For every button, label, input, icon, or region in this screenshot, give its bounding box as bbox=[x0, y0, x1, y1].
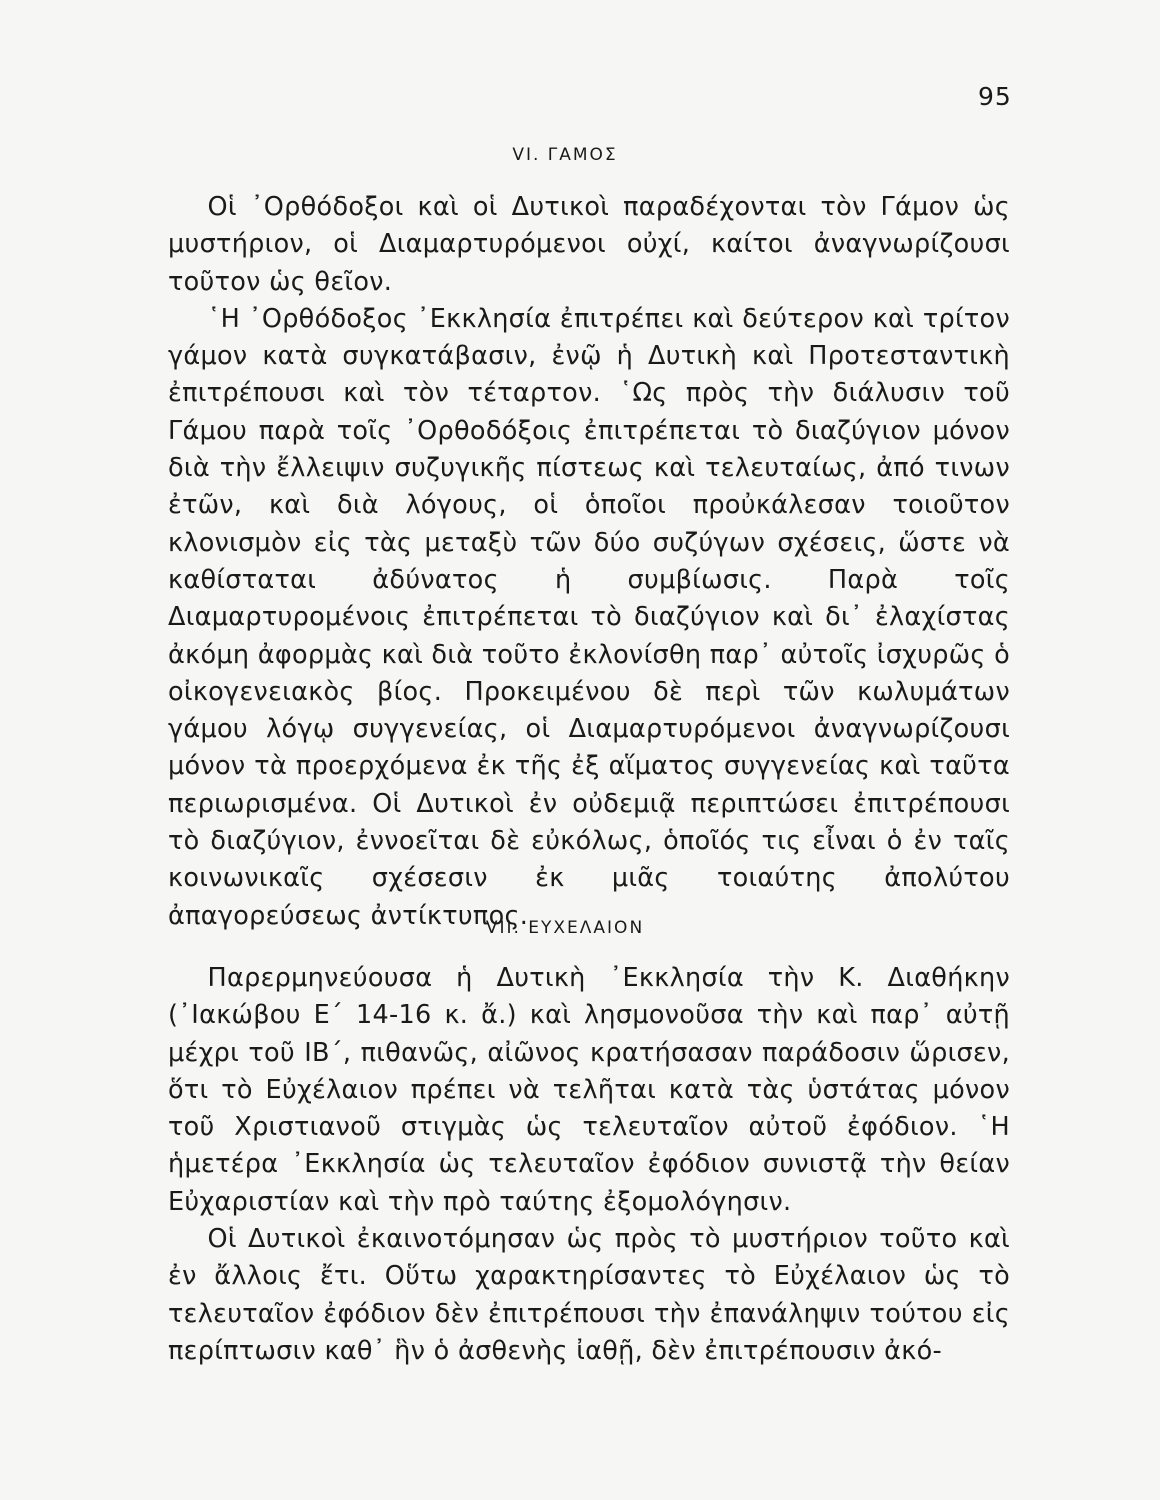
paragraph: Οἱ ᾽Ορθόδοξοι καὶ οἱ Δυτικοὶ παραδέχονται τὸν Γάμον ὡς μυστήριον, οἱ Διαμαρτυρόμενοι οὐχί, καίτοι ἀναγνωρίζουσι τοῦτον ὡς θεῖον. bbox=[168, 192, 1010, 297]
section-heading-unction: VII. ΕΥΧΕΛΑΙΟΝ bbox=[485, 918, 645, 938]
paragraph: Παρερμηνεύουσα ἡ Δυτικὴ ᾽Εκκλησία τὴν Κ. Διαθήκην (᾽Ιακώβου Ε΄ 14-16 κ. ἄ.) καὶ λησμονοῦσα τὴν καὶ παρ᾽ αὐτῇ μέχρι τοῦ ΙΒ΄, πιθανῶς, αἰῶνος κρατήσασαν παράδοσιν ὥρισεν, ὅτι τὸ Εὐχέλαιον πρέπει νὰ τελῆται κατὰ τὰς ὑστάτας μόνον τοῦ Χριστιανοῦ στιγμὰς ὡς τελευταῖον αὐτοῦ ἐφόδιον. ῾Η ἡμετέρα ᾽Εκκλησία ὡς τελευταῖον ἐφόδιον συνιστᾷ τὴν θείαν Εὐχαριστίαν καὶ τὴν πρὸ ταύτης ἐξομολόγησιν. bbox=[168, 963, 1010, 1217]
paragraph: Οἱ Δυτικοὶ ἐκαινοτόμησαν ὡς πρὸς τὸ μυστήριον τοῦτο καὶ ἐν ἄλλοις ἔτι. Οὕτω χαρακτηρίσαντες τὸ Εὐχέλαιον ὡς τὸ τελευταῖον ἐφόδιον δὲν ἐπιτρέπουσι τὴν ἐπανάληψιν τούτου εἰς περίπτωσιν καθ᾽ ἣν ὁ ἀσθενὴς ἰαθῇ, δὲν ἐπιτρέπουσιν ἀκό- bbox=[168, 1224, 1010, 1366]
section-heading-marriage: VI. ΓΑΜΟΣ bbox=[512, 145, 618, 165]
paragraph: ῾Η ᾽Ορθόδοξος ᾽Εκκλησία ἐπιτρέπει καὶ δεύτερον καὶ τρίτον γάμον κατὰ συγκατάβασιν, ἐνῷ ἡ Δυτικὴ καὶ Προτεσταντικὴ ἐπιτρέπουσι καὶ τὸν τέταρτον. ῾Ως πρὸς τὴν διάλυσιν τοῦ Γάμου παρὰ τοῖς ᾽Ορθοδόξοις ἐπιτρέπεται τὸ διαζύγιον μόνον διὰ τὴν ἔλλειψιν συζυγικῆς πίστεως καὶ τελευταίως, ἀπό τινων ἐτῶν, καὶ διὰ λόγους, οἱ ὁποῖοι προὐκάλεσαν τοιοῦτον κλονισμὸν εἰς τὰς μεταξὺ τῶν δύο συζύγων σχέσεις, ὥστε νὰ καθίσταται ἀδύνατος ἡ συμβίωσις. Παρὰ τοῖς Διαμαρτυρομένοις ἐπιτρέπεται τὸ διαζύγιον καὶ δι᾽ ἐλαχίστας ἀκόμη ἀφορμὰς καὶ διὰ τοῦτο ἐκλονίσθη παρ᾽ αὐτοῖς ἰσχυρῶς ὁ οἰκογενειακὸς βίος. Προκειμένου δὲ περὶ τῶν κωλυμάτων γάμου λόγῳ συγγενείας, οἱ Διαμαρτυρόμενοι ἀναγνωρίζουσι μόνον τὰ προερχόμενα ἐκ τῆς ἐξ αἵματος συγγενείας καὶ ταῦτα περιωρισμένα. Οἱ Δυτικοὶ ἐν οὐδεμιᾷ περιπτώσει ἐπιτρέπουσι τὸ διαζύγιον, ἐννοεῖται δὲ εὐκόλως, ὁποῖός τις εἶναι ὁ ἐν ταῖς κοινωνικαῖς σχέσεσιν ἐκ μιᾶς τοιαύτης ἀπολύτου ἀπαγορεύσεως ἀντίκτυπος. bbox=[168, 303, 1010, 931]
section-body-unction bbox=[168, 960, 1010, 1370]
section-body-marriage bbox=[168, 189, 1010, 935]
page-number: 95 bbox=[978, 82, 1012, 111]
